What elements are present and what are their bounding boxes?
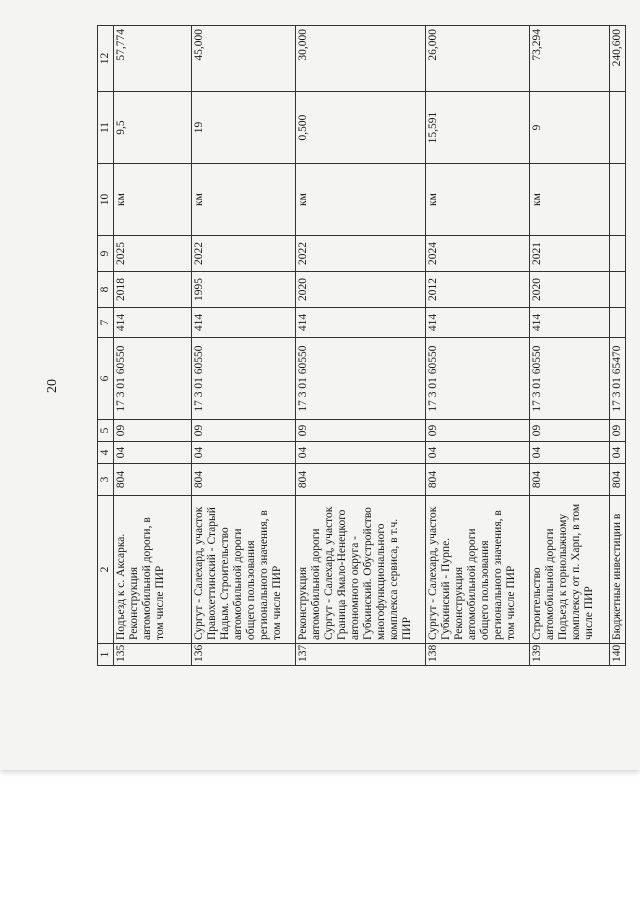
cell-subsection: 09 [296,420,426,442]
cell-capacity: 15,591 [426,92,530,164]
row-description: Подъезд к с. Аксарка. Реконструкция автомобильной дороги, в том числе ПИР [114,496,192,644]
cell-end-year: 2022 [192,236,296,272]
cell-amount: 45,000 [192,26,296,92]
cell-amount: 73,294 [530,26,610,92]
cell-end-year: 2024 [426,236,530,272]
row-number: 137 [296,644,426,666]
cell-unit: км [426,164,530,236]
header-col-1: 1 [98,644,114,666]
cell-unit: км [114,164,192,236]
cell-start-year: 1995 [192,272,296,308]
row-description: Сургут - Салехард, участок Правохеттинский - Старый Надым. Строительство автомобильной дороги общего пользования регионального значения, в том числе ПИР [192,496,296,644]
cell-capacity: 19 [192,92,296,164]
cell-capacity [610,92,626,164]
table-row [192,26,296,666]
cell-target-article: 17 3 01 65470 [610,338,626,420]
cell-unit: км [296,164,426,236]
row-number: 140 [610,644,626,666]
header-col-10: 10 [98,164,114,236]
cell-section: 04 [530,442,610,464]
cell-start-year: 2020 [296,272,426,308]
row-description: Сургут - Салехард, участок Губкинский - Пурпе. Реконструкция автомобильной дороги общего пользования регионального значения, в том числе ПИР [426,496,530,644]
cell-target-article: 17 3 01 60550 [426,338,530,420]
cell-ministry: 804 [530,464,610,496]
header-col-11: 11 [98,92,114,164]
cell-expense-type: 414 [296,308,426,338]
table-frame [97,26,623,666]
cell-ministry: 804 [192,464,296,496]
cell-capacity: 9 [530,92,610,164]
cell-end-year [610,236,626,272]
cell-target-article: 17 3 01 60550 [192,338,296,420]
header-col-5: 5 [98,420,114,442]
cell-expense-type: 414 [530,308,610,338]
page-number: 20 [45,379,60,393]
header-col-4: 4 [98,442,114,464]
table-row [426,26,530,666]
cell-ministry: 804 [610,464,626,496]
cell-subsection: 09 [610,420,626,442]
cell-amount: 57,774 [114,26,192,92]
cell-subsection: 09 [114,420,192,442]
cell-unit: км [530,164,610,236]
row-number: 135 [114,644,192,666]
cell-ministry: 804 [296,464,426,496]
cell-section: 04 [610,442,626,464]
table-header-row [98,26,114,666]
cell-section: 04 [296,442,426,464]
cell-start-year: 2012 [426,272,530,308]
cell-amount: 240,600 [610,26,626,92]
cell-amount: 26,000 [426,26,530,92]
cell-capacity: 9,5 [114,92,192,164]
cell-expense-type: 414 [114,308,192,338]
cell-ministry: 804 [426,464,530,496]
cell-subsection: 09 [530,420,610,442]
cell-subsection: 09 [426,420,530,442]
header-col-3: 3 [98,464,114,496]
cell-end-year: 2022 [296,236,426,272]
row-description: Строительство автомобильной дороги Подъезд к горнолыжному комплексу от п. Харп, в том числе ПИР [530,496,610,644]
table-row [114,26,192,666]
cell-end-year: 2021 [530,236,610,272]
table-row [610,26,626,666]
cell-subsection: 09 [192,420,296,442]
cell-expense-type: 414 [426,308,530,338]
rotated-table-wrapper [97,26,623,666]
cell-expense-type [610,308,626,338]
cell-section: 04 [114,442,192,464]
header-col-8: 8 [98,272,114,308]
cell-ministry: 804 [114,464,192,496]
cell-start-year: 2018 [114,272,192,308]
budget-table [97,25,626,666]
cell-amount: 30,000 [296,26,426,92]
header-col-6: 6 [98,338,114,420]
cell-target-article: 17 3 01 60550 [114,338,192,420]
row-number: 136 [192,644,296,666]
cell-unit: км [192,164,296,236]
header-col-7: 7 [98,308,114,338]
cell-start-year: 2020 [530,272,610,308]
header-col-9: 9 [98,236,114,272]
cell-capacity: 0,500 [296,92,426,164]
row-description: Бюджетные инвестиции в [610,496,626,644]
cell-end-year: 2025 [114,236,192,272]
cell-target-article: 17 3 01 60550 [530,338,610,420]
header-col-2: 2 [98,496,114,644]
cell-expense-type: 414 [192,308,296,338]
table-row [296,26,426,666]
cell-section: 04 [426,442,530,464]
row-number: 138 [426,644,530,666]
row-description: Реконструкция автомобильной дороги Сургут - Салехард, участок Граница Ямало-Ненецкого автономного округа - Губкинский. Обустройство многофункционального комплекса сервиса, в т.ч. ПИР [296,496,426,644]
cell-unit [610,164,626,236]
header-col-12: 12 [98,26,114,92]
cell-target-article: 17 3 01 60550 [296,338,426,420]
cell-start-year [610,272,626,308]
row-number: 139 [530,644,610,666]
cell-section: 04 [192,442,296,464]
table-row [530,26,610,666]
